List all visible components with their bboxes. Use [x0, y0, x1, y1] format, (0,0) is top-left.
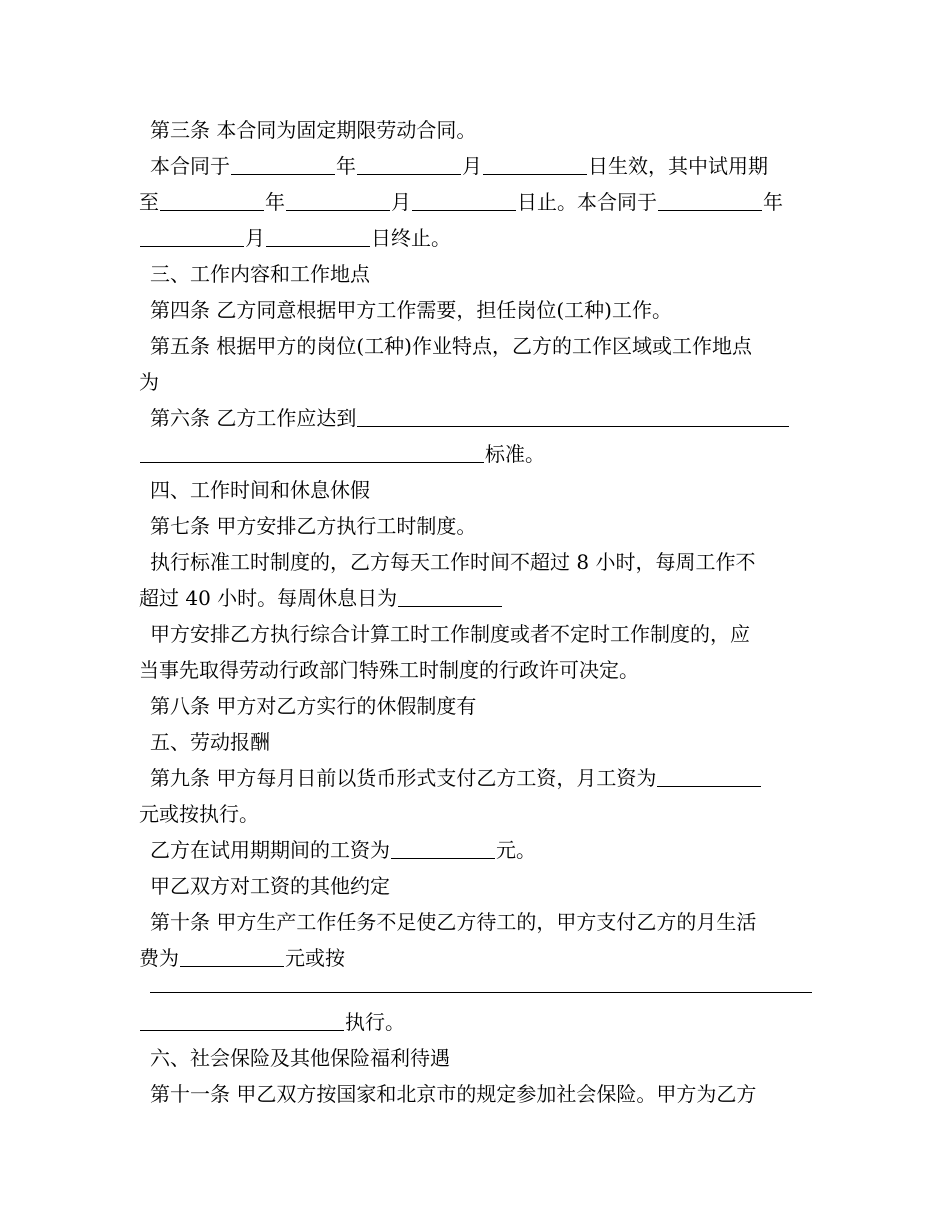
text: 月 [245, 226, 265, 250]
blank-field[interactable] [286, 184, 390, 211]
text: 年 [265, 190, 285, 214]
text: 甲乙双方对工资的其他约定 [150, 874, 390, 898]
blank-field[interactable] [266, 220, 370, 247]
blank-field[interactable] [140, 436, 484, 463]
article-5 [139, 328, 830, 364]
text: 年 [763, 190, 783, 214]
blank-field[interactable] [357, 148, 461, 175]
section-heading: 三、工作内容和工作地点 [150, 262, 370, 286]
section-6-heading [139, 1040, 830, 1076]
article-10-text: 第十条 甲方生产工作任务不足使乙方待工的，甲方支付乙方的月生活 [150, 910, 757, 934]
text: 日止。本合同于 [517, 190, 657, 214]
section-heading: 六、社会保险及其他保险福利待遇 [150, 1046, 450, 1070]
blank-field[interactable] [180, 940, 284, 967]
article-7 [139, 508, 830, 544]
text: 标准。 [485, 442, 545, 466]
comprehensive-hours-line-1 [139, 616, 830, 652]
other-wage-agreement [139, 868, 830, 904]
article-4 [139, 292, 830, 328]
article-8-text: 第八条 甲方对乙方实行的休假制度有 [150, 694, 477, 718]
text: 元或按执行。 [139, 802, 259, 826]
blank-field[interactable] [398, 580, 502, 607]
text: 月 [391, 190, 411, 214]
article-6-text: 第六条 乙方工作应达到 [150, 406, 357, 430]
article-11-text: 第十一条 甲乙双方按国家和北京市的规定参加社会保险。甲方为乙方 [150, 1082, 757, 1106]
standard-hours-line-2 [139, 580, 819, 616]
text: 为 [139, 370, 159, 394]
blank-field[interactable] [231, 148, 335, 175]
article-9-text: 第九条 甲方每月日前以货币形式支付乙方工资，月工资为 [150, 766, 657, 790]
blank-field[interactable] [657, 760, 761, 787]
text: 本合同于 [150, 154, 230, 178]
section-5-heading [139, 724, 830, 760]
article-10 [139, 904, 830, 940]
article-8 [139, 688, 830, 724]
article-11 [139, 1076, 830, 1112]
text: 元或按 [285, 946, 345, 970]
text: 执行。 [345, 1010, 405, 1034]
blank-field[interactable] [357, 400, 789, 427]
text: 超过 40 小时。每周休息日为 [139, 586, 398, 610]
blank-field[interactable] [658, 184, 762, 211]
blank-field[interactable] [140, 1004, 344, 1031]
section-3-heading [139, 256, 830, 292]
article-7-text: 第七条 甲方安排乙方执行工时制度。 [150, 514, 477, 538]
text: 年 [336, 154, 356, 178]
article-4-text: 第四条 乙方同意根据甲方工作需要，担任岗位(工种)工作。 [150, 298, 672, 322]
blank-line-full[interactable] [150, 992, 812, 993]
blank-field[interactable] [483, 148, 587, 175]
article-10-continued [139, 940, 819, 976]
blank-field[interactable] [391, 832, 495, 859]
standard-hours-line-1 [139, 544, 830, 580]
text: 月 [462, 154, 482, 178]
text: 乙方在试用期期间的工资为 [150, 838, 390, 862]
article-5-text: 第五条 根据甲方的岗位(工种)作业特点，乙方的工作区域或工作地点 [150, 334, 752, 358]
article-5-continued [139, 364, 819, 400]
article-9-continued [139, 796, 819, 832]
text: 执行标准工时制度的，乙方每天工作时间不超过 8 小时，每周工作不 [150, 550, 756, 574]
text: 元。 [496, 838, 536, 862]
article-6-continued [139, 436, 819, 472]
section-4-heading [139, 472, 830, 508]
comprehensive-hours-line-2 [139, 652, 819, 688]
termination-line [139, 220, 819, 256]
text: 至 [139, 190, 159, 214]
article-3 [139, 112, 830, 148]
section-heading: 五、劳动报酬 [150, 730, 270, 754]
text: 甲方安排乙方执行综合计算工时工作制度或者不定时工作制度的，应 [150, 622, 750, 646]
blank-field[interactable] [412, 184, 516, 211]
article-10-end [139, 1004, 819, 1040]
text: 当事先取得劳动行政部门特殊工时制度的行政许可决定。 [139, 658, 639, 682]
blank-field[interactable] [140, 220, 244, 247]
text: 日生效，其中试用期 [588, 154, 768, 178]
text: 费为 [139, 946, 179, 970]
section-heading: 四、工作时间和休息休假 [150, 478, 370, 502]
article-9 [139, 760, 830, 796]
effective-date-line [139, 148, 830, 184]
trial-end-line [139, 184, 819, 220]
article-3-text: 第三条 本合同为固定期限劳动合同。 [150, 118, 477, 142]
trial-wage-line [139, 832, 830, 868]
article-6 [139, 400, 830, 436]
blank-field[interactable] [160, 184, 264, 211]
text: 日终止。 [371, 226, 451, 250]
